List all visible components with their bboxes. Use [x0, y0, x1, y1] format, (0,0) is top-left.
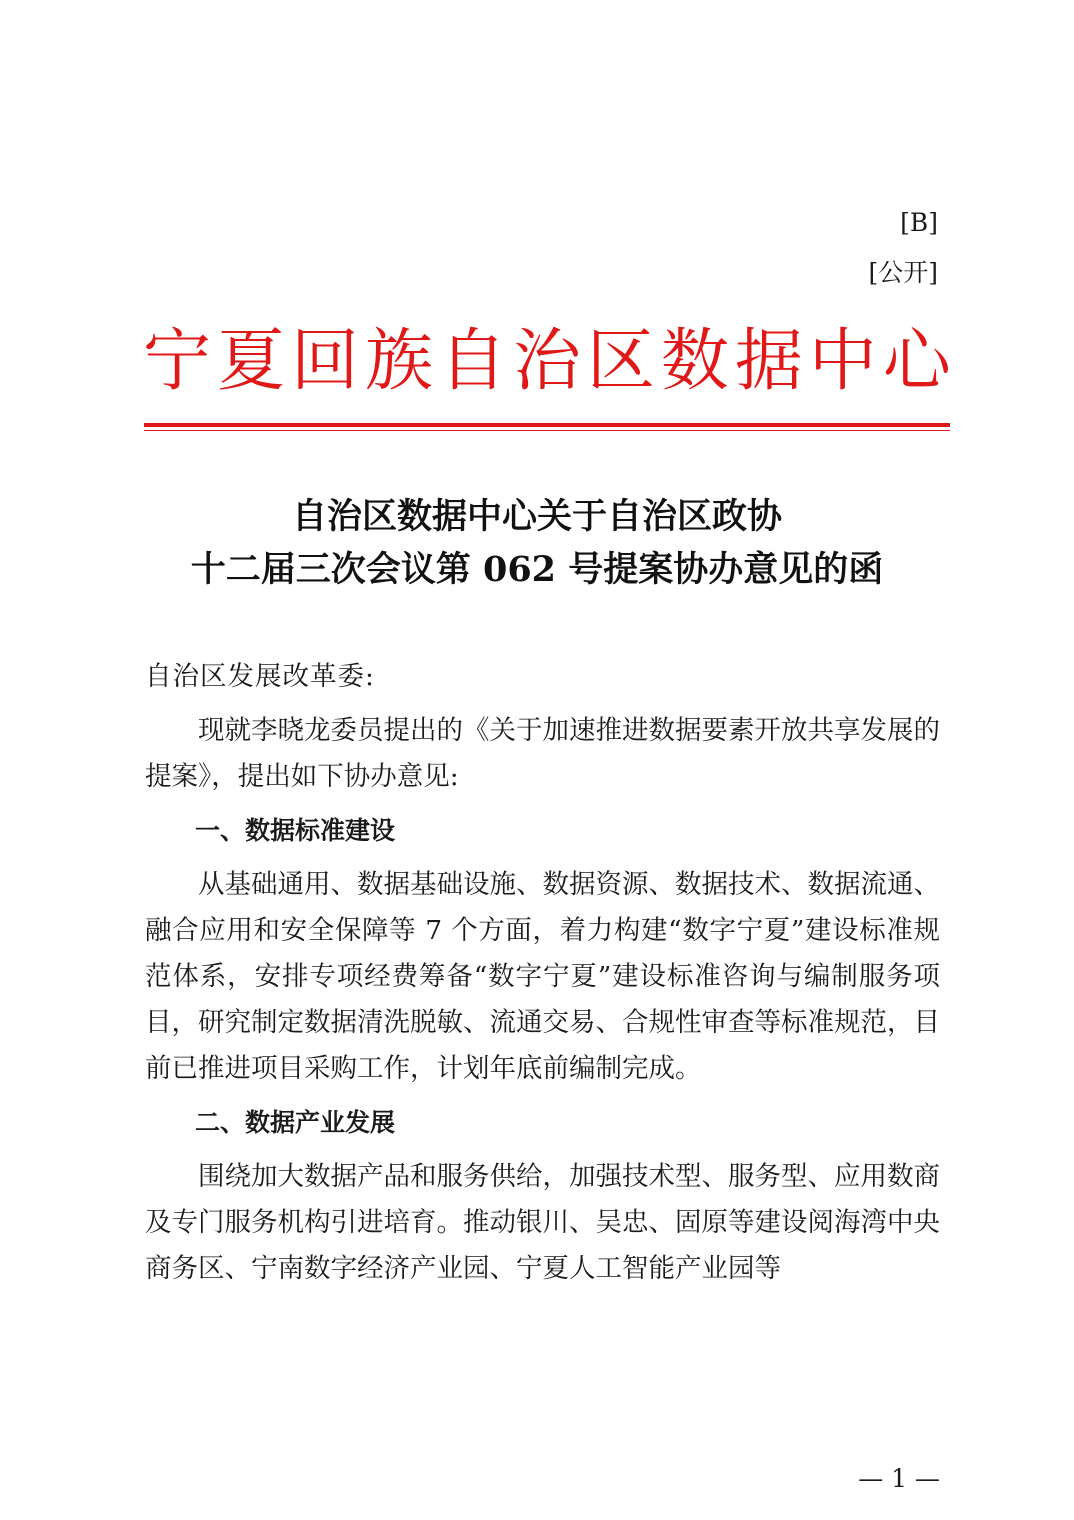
section-2-paragraph: 围绕加大数据产品和服务供给，加强技术型、服务型、应用数商及专门服务机构引进培育。推动银川、吴忠、固原等建设阅海湾中央商务区、宁南数字经济产业园、宁夏人工智能产业园等: [145, 1161, 940, 1284]
page-number: — 1 —: [858, 1464, 940, 1493]
issuer-header: [143, 316, 951, 408]
issuer-char: 回: [290, 322, 359, 401]
document-body: [145, 654, 940, 1300]
red-divider-thin: [144, 430, 950, 431]
red-divider-thick: [144, 423, 950, 427]
issuer-char: 数: [660, 322, 729, 401]
issuer-char: 心: [882, 322, 951, 401]
issuer-char: 区: [586, 322, 655, 401]
classification-tag: [B]: [900, 208, 938, 237]
issuer-char: 自: [438, 322, 507, 401]
document-title-line2: 十二届三次会议第 062 号提案协办意见的函: [190, 549, 884, 590]
section-heading-2: 二、数据产业发展: [195, 1108, 396, 1137]
issuer-char: 族: [364, 322, 433, 401]
issuer-char: 宁: [143, 322, 212, 401]
issuer-char: 中: [808, 322, 877, 401]
issuer-char: 治: [512, 322, 581, 401]
issuer-char: 据: [734, 322, 803, 401]
salutation: 自治区发展改革委:: [145, 661, 375, 692]
intro-paragraph: 现就李晓龙委员提出的《关于加速推进数据要素开放共享发展的提案》，提出如下协办意见:: [145, 715, 940, 792]
section-1-paragraph: 从基础通用、数据基础设施、数据资源、数据技术、数据流通、融合应用和安全保障等 7 个方面，着力构建“数字宁夏”建设标准规范体系，安排专项经费筹备“数字宁夏”建设标准咨询与编制服务项目，研究制定数据清洗脱敏、流通交易、合规性审查等标准规范，目前已推进项目采购工作，计划年底前编制完成。: [145, 869, 940, 1084]
section-heading-1: 一、数据标准建设: [195, 816, 396, 845]
public-tag: [公开]: [868, 258, 938, 287]
issuer-char: 夏: [216, 322, 285, 401]
document-title-line1: 自治区数据中心关于自治区政协: [291, 496, 782, 537]
